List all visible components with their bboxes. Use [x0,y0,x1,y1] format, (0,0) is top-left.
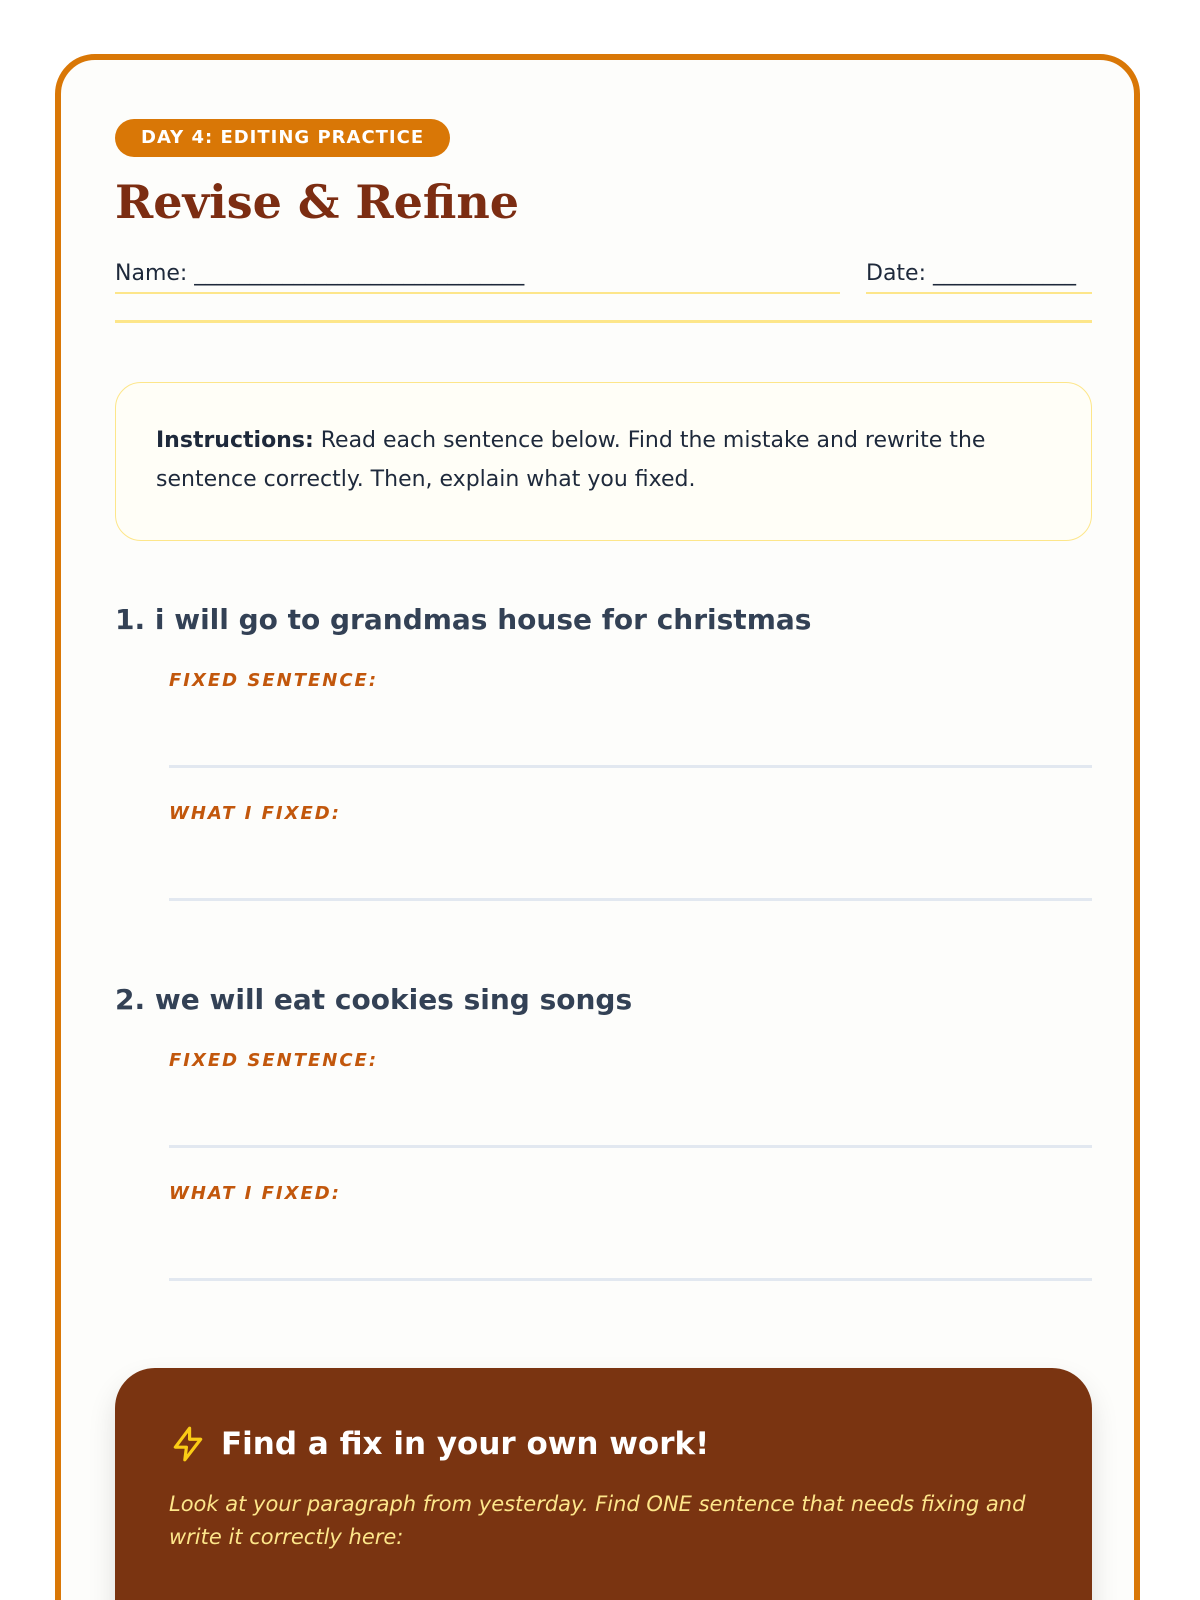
challenge-text: Look at your paragraph from yesterday. Find ONE sentence that needs fixing and write it correctly here: [169,1492,1026,1549]
header-divider [115,320,1092,323]
question-2-fixed-answer-line[interactable] [169,1145,1092,1148]
date-field[interactable]: Date: _____________ [866,256,1092,294]
question-1-explain-answer-line[interactable] [169,898,1092,901]
instructions-box [115,382,1092,541]
instructions-text: Read each sentence below. Find the mistake and rewrite the sentence correctly. Then, explain what you fixed. [156,428,986,492]
day-badge: DAY 4: EDITING PRACTICE [115,119,450,157]
name-field[interactable]: Name: ______________________________ [115,256,840,294]
instructions-lead: Instructions: [156,428,314,453]
challenge-title: Find a fix in your own work! [221,1426,710,1462]
question-2-prompt: 2. we will eat cookies sing songs [115,983,633,1016]
worksheet-card [55,54,1140,1600]
question-1-explain-label: WHAT I FIXED: [169,803,341,824]
page-title: Revise & Refine [115,175,520,229]
lightning-bolt-icon [169,1424,207,1464]
question-1-prompt: 1. i will go to grandmas house for christmas [115,603,812,636]
question-1-fixed-label: FIXED SENTENCE: [169,670,379,691]
question-1-fixed-answer-line[interactable] [169,765,1092,768]
challenge-box [115,1368,1092,1600]
question-2-explain-label: WHAT I FIXED: [169,1183,341,1204]
question-2-explain-answer-line[interactable] [169,1278,1092,1281]
question-2-fixed-label: FIXED SENTENCE: [169,1050,379,1071]
